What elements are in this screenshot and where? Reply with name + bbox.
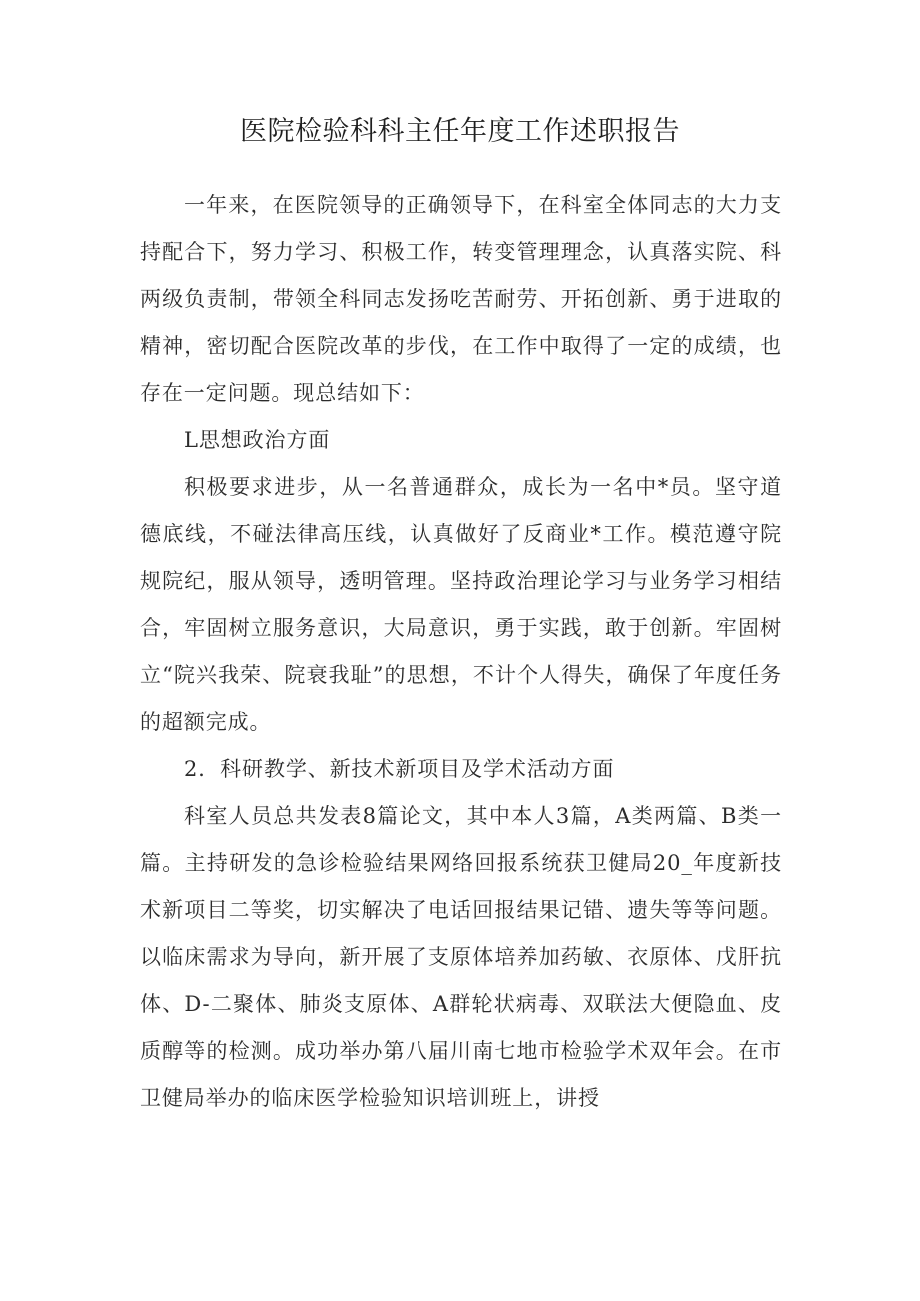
paragraph-research: 科室人员总共发表8篇论文，其中本人3篇，A类两篇、B类一篇。主持研发的急诊检验结果网络回报系统获卫健局20_年度新技术新项目二等奖，切实解决了电话回报结果记错、遗失等等问题。以临床需求为导向，新开展了支原体培养加药敏、衣原体、戊肝抗体、D-二聚体、肺炎支原体、A群轮状病毒、双联法大便隐血、皮质醇等的检测。成功举办第八届川南七地市检验学术双年会。在市卫健局举办的临床医学检验知识培训班上，讲授 [140,804,782,1110]
paragraph-intro: 一年来，在医院领导的正确领导下，在科室全体同志的大力支持配合下，努力学习、积极工作，转变管理理念，认真落实院、科两级负责制，带领全科同志发扬吃苦耐劳、开拓创新、勇于进取的精神，密切配合医院改革的步伐，在工作中取得了一定的成绩，也存在一定问题。现总结如下： [140,193,782,405]
paragraph-political: 积极要求进步，从一名普通群众，成长为一名中*员。坚守道德底线，不碰法律高压线，认真做好了反商业*工作。模范遵守院规院纪，服从领导，透明管理。坚持政治理论学习与业务学习相结合，牢固树立服务意识，大局意识，勇于实践，敢于创新。牢固树立“院兴我荣、院衰我耻”的思想，不计个人得失，确保了年度任务的超额完成。 [140,475,782,734]
document-title: 医院检验科科主任年度工作述职报告 [240,116,680,147]
document-body [140,182,782,1122]
section-heading-research: 2．科研教学、新技术新项目及学术活动方面 [184,757,615,781]
section-heading-political: L思想政治方面 [184,428,331,452]
